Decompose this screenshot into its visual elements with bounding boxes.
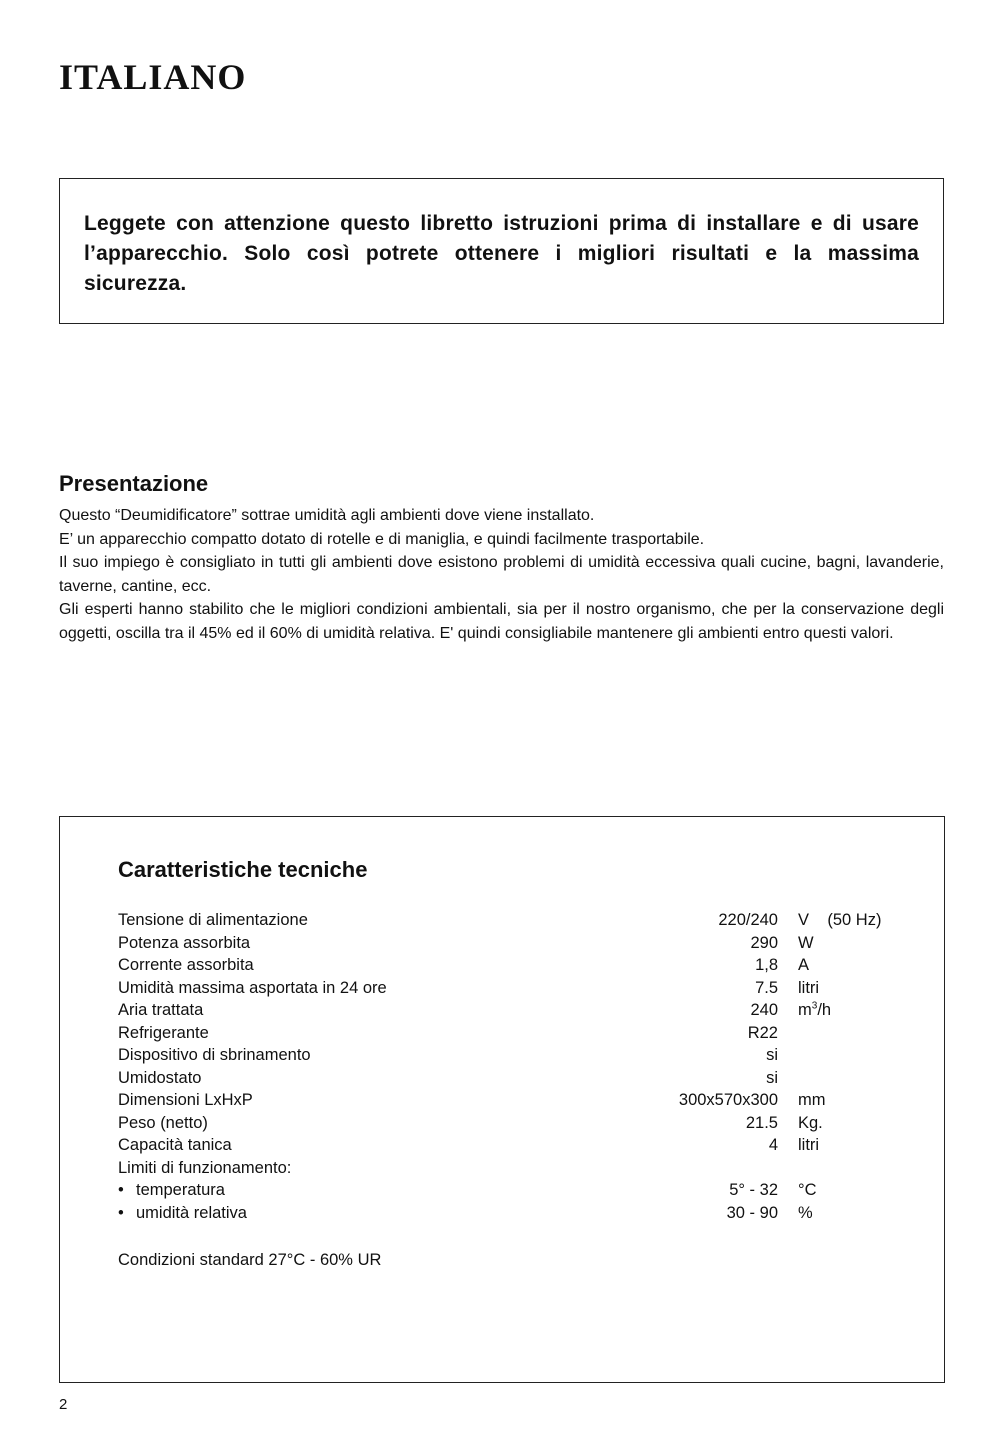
presentation-paragraph: E’ un apparecchio compatto dotato di rotelle e di maniglia, e quindi facilmente trasportabile. [59,530,705,548]
spec-row [118,1044,898,1067]
spec-value: 1,8 [755,956,778,974]
spec-unit: litri [798,978,820,997]
presentation-paragraph: Il suo impiego è consigliato in tutti gli ambienti dove esistono problemi di umidità eccessiva quali cucine, bagni, lavanderie, taverne, cantine, ecc. [59,554,944,595]
spec-unit: A [798,956,810,974]
spec-value: si [766,1046,778,1064]
warning-text: Leggete con attenzione questo libretto istruzioni prima di installare e di usare l’apparecchio. Solo così potrete ottenere i migliori risultati e la massima sicurezza. [84,212,919,295]
spec-row [118,954,898,977]
specs-table [118,909,898,1224]
spec-value: 5° - 32 [729,1181,778,1199]
spec-row [118,1179,898,1202]
spec-unit-superscript: 3 [811,1000,818,1012]
spec-label: Dimensioni LxHxP [118,1091,253,1109]
spec-unit-base: m [798,1001,812,1019]
spec-unit: V (50 Hz) [798,911,882,929]
presentation-paragraph: Questo “Deumidificatore” sottrae umidità agli ambienti dove viene installato. [59,507,595,524]
spec-value: 290 [750,933,778,952]
bullet-icon: • [118,1181,124,1199]
spec-unit: mm [798,1091,826,1109]
spec-label-text: temperatura [136,1181,225,1199]
spec-label [118,1179,225,1202]
presentation-heading: Presentazione [59,471,209,496]
bullet-icon: • [118,1203,124,1222]
spec-label: Capacità tanica [118,1136,232,1154]
spec-label: Limiti di funzionamento: [118,1158,292,1177]
spec-row [118,1157,898,1180]
spec-value: 300x570x300 [678,1091,778,1109]
spec-row [118,1022,898,1045]
spec-value: 7.5 [755,978,778,997]
spec-value: 240 [750,1001,778,1019]
presentation-section [59,470,944,645]
spec-row [118,1067,898,1090]
page-title: ITALIANO [59,57,247,97]
warning-box [59,178,944,324]
spec-value: 30 - 90 [726,1203,778,1222]
spec-value: 220/240 [718,911,778,929]
page-number: 2 [59,1396,68,1413]
spec-row [118,999,898,1022]
spec-label: Dispositivo di sbrinamento [118,1046,311,1064]
spec-unit: °C [798,1181,817,1199]
spec-row [118,1112,898,1135]
spec-unit [798,999,831,1022]
spec-label: Aria trattata [118,1001,204,1019]
spec-value: R22 [747,1023,778,1042]
spec-label: Refrigerante [118,1023,209,1042]
spec-row [118,1134,898,1157]
spec-label: Peso (netto) [118,1113,208,1132]
presentation-paragraph: Gli esperti hanno stabilito che le migliori condizioni ambientali, sia per il nostro organismo, che per la conservazione degli oggetti, oscilla tra il 45% ed il 60% di umidità relativa. E' quindi consigliabile mantenere gli ambienti entro questi valori. [59,601,944,642]
spec-label: Umidità massima asportata in 24 ore [118,978,387,997]
spec-row [118,932,898,955]
spec-unit-tail: /h [817,1001,832,1019]
spec-label-text: umidità relativa [136,1203,247,1222]
spec-label: Corrente assorbita [118,956,254,974]
spec-label [118,1202,247,1225]
spec-row [118,1202,898,1225]
spec-unit: % [798,1203,813,1222]
spec-row [118,1089,898,1112]
spec-unit: W [798,933,814,952]
spec-label: Tensione di alimentazione [118,911,308,929]
spec-value: si [766,1068,778,1087]
spec-unit: Kg. [798,1113,823,1132]
spec-unit: litri [798,1136,820,1154]
spec-value: 4 [768,1136,778,1154]
spec-row [118,909,898,932]
spec-row [118,977,898,1000]
spec-value: 21.5 [745,1113,778,1132]
spec-label: Umidostato [118,1068,202,1087]
spec-label: Potenza assorbita [118,933,251,952]
specs-heading: Caratteristiche tecniche [118,857,368,882]
standard-conditions: Condizioni standard 27°C - 60% UR [118,1251,382,1269]
specs-box [59,816,945,1383]
